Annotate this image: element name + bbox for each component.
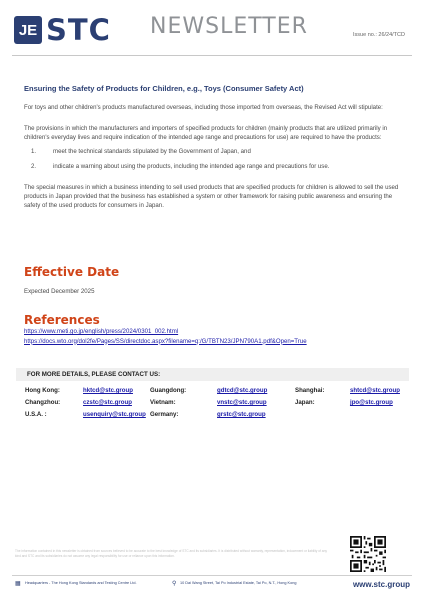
stc-logo-mark-icon: JE	[14, 16, 42, 44]
list-number: 1.	[31, 148, 37, 156]
website-link[interactable]: www.stc.group	[352, 580, 410, 589]
stc-logo-text: STC	[46, 13, 111, 47]
location-pin-icon: ⚲	[172, 581, 177, 587]
list-item	[24, 148, 404, 157]
footer-divider	[12, 575, 412, 576]
email-link-shanghai[interactable]: shtcd@stc.group	[350, 387, 400, 394]
article-body	[24, 84, 404, 210]
email-link-japan[interactable]: jpo@stc.group	[350, 399, 393, 406]
email-link-changzhou[interactable]: czstc@stc.group	[83, 399, 132, 406]
page-footer	[15, 580, 410, 592]
address-text: 10 Dai Wang Street, Tai Po Industrial Estate, Tai Po, N.T., Hong Kong	[180, 581, 297, 585]
contact-label-vietnam: Vietnam:	[150, 399, 176, 406]
newsletter-title: NEWSLETTER	[150, 14, 308, 39]
effective-date-text: Expected December 2025	[24, 288, 95, 295]
page-header	[0, 0, 425, 62]
header-divider	[12, 55, 412, 56]
issue-number: Issue no.: 26/24/TCD	[353, 32, 405, 38]
reference-links	[24, 327, 307, 346]
email-link-usa[interactable]: usenquiry@stc.group	[83, 411, 146, 418]
contact-label-changzhou: Changzhou:	[25, 399, 61, 406]
headquarters-text: Headquarters - The Hong Kong Standards and Testing Centre Ltd.	[25, 581, 137, 585]
qr-code-icon[interactable]	[350, 536, 386, 572]
contact-label-usa: U.S.A. :	[25, 411, 47, 418]
references-heading: References	[24, 313, 100, 327]
list-number: 2.	[31, 163, 37, 171]
contact-label-germany: Germany:	[150, 411, 179, 418]
contact-bar	[16, 368, 409, 381]
contact-heading: FOR MORE DETAILS, PLEASE CONTACT US:	[27, 371, 161, 378]
requirements-list	[24, 148, 404, 172]
disclaimer-text: The information contained in this newsletter is obtained from sources believed to be accurate to the best knowledge of STC and its subsidiaries. It is distributed without warranty, representation, inducement or liability of any kind and STC and its subsidiaries do not assume any legal responsibility for use or reliance upon this information.	[15, 549, 327, 558]
list-item	[24, 163, 404, 172]
email-link-guangdong[interactable]: gdtcd@stc.group	[217, 387, 268, 394]
stc-logo	[14, 14, 111, 46]
contact-label-hong-kong: Hong Kong:	[25, 387, 60, 394]
special-measures-paragraph: The special measures in which a business intending to sell used products that are specified products for children is allowed to sell the used products in Japan provided that the business has established a system or other framework for raising public awareness and ensuring the safety of the used products for consumers in Japan.	[24, 183, 399, 209]
article-title: Ensuring the Safety of Products for Children, e.g., Toys (Consumer Safety Act)	[24, 84, 304, 93]
contact-label-shanghai: Shanghai:	[295, 387, 325, 394]
email-link-vietnam[interactable]: vnstc@stc.group	[217, 399, 267, 406]
contact-label-guangdong: Guangdong:	[150, 387, 187, 394]
email-link-hong-kong[interactable]: hktcd@stc.group	[83, 387, 133, 394]
effective-date-heading: Effective Date	[24, 265, 120, 279]
contact-label-japan: Japan:	[295, 399, 315, 406]
list-item-text: meet the technical standards stipulated by the Government of Japan, and	[53, 148, 251, 156]
email-link-germany[interactable]: grstc@stc.group	[217, 411, 266, 418]
reference-link-wto[interactable]: https://docs.wto.org/dol2fe/Pages/SS/directdoc.aspx?filename=q:/G/TBTN23/JPN790A1.pdf&Open=True	[24, 337, 307, 345]
list-item-text: indicate a warning about using the products, including the intended age range and precautions for use.	[53, 163, 330, 171]
provisions-paragraph: The provisions in which the manufacturers and importers of specified products for children (mainly products that are utilized primarily in children's everyday lives and require indication of the intended age range and precautions for use) are required to have the products:	[24, 124, 388, 141]
intro-paragraph: For toys and other children's products manufactured overseas, including those imported from overseas, the Revised Act will stipulate:	[24, 104, 383, 111]
building-icon: ▦	[15, 581, 21, 587]
reference-link-meti[interactable]: https://www.meti.go.jp/english/press/2024/0301_002.html	[24, 328, 179, 335]
